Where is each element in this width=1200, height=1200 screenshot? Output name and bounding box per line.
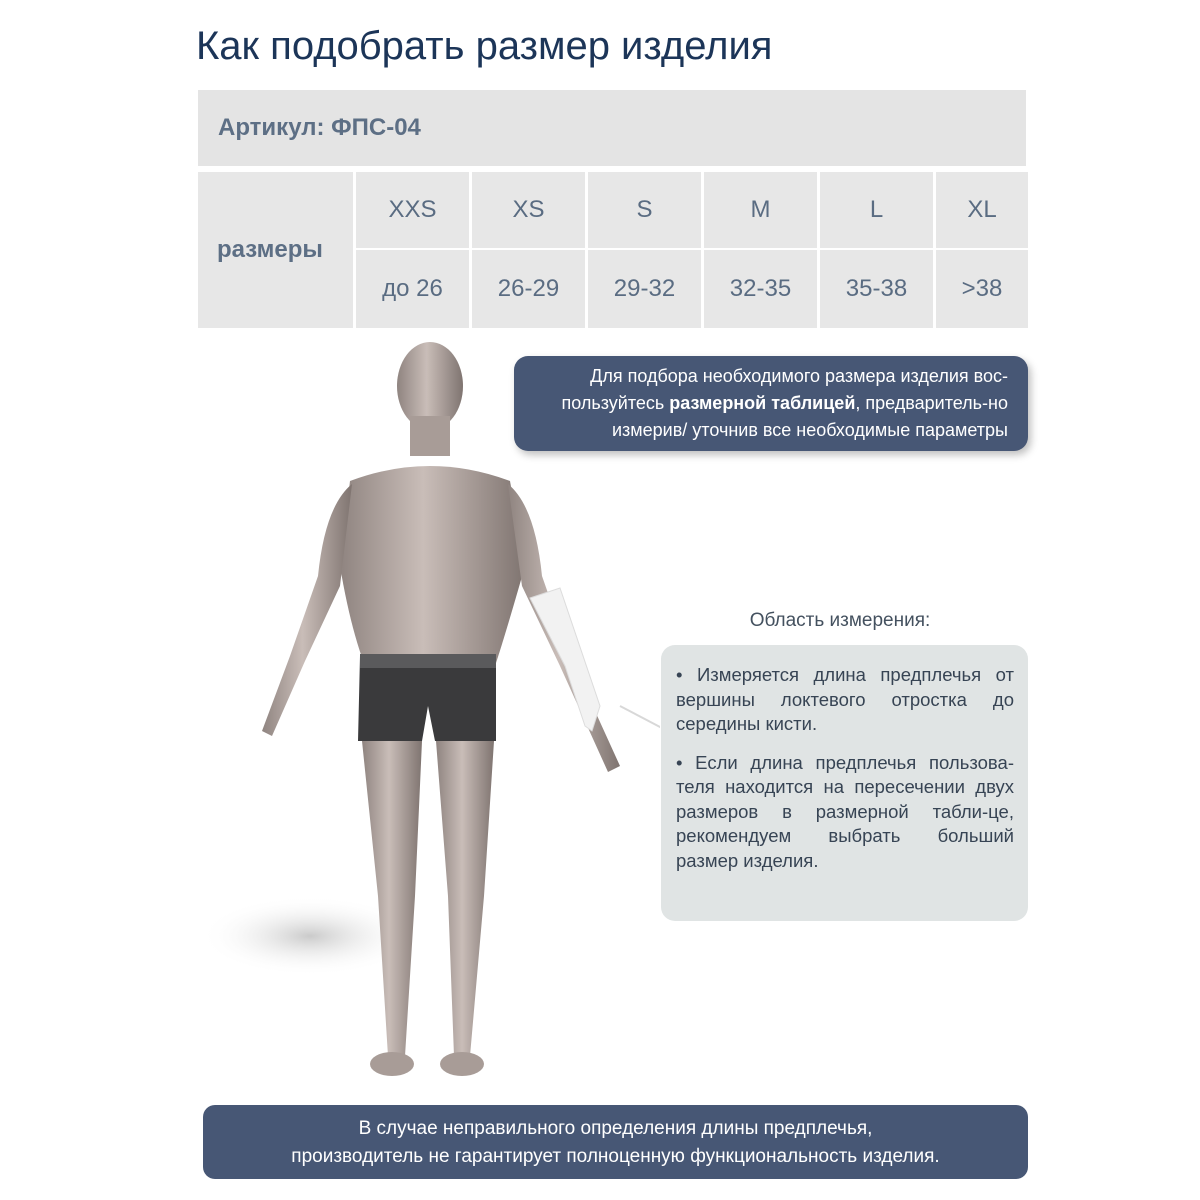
measurement-area-heading: Область измерения: — [749, 610, 931, 631]
range-cell: 35-38 — [820, 250, 933, 328]
size-cell: M — [704, 172, 817, 248]
range-cell: 26-29 — [472, 250, 585, 328]
range-cell: 29-32 — [588, 250, 701, 328]
torso — [340, 466, 525, 666]
left-leg — [362, 741, 422, 1056]
callout-bold-text: размерной таблицей — [669, 393, 856, 413]
range-cell: >38 — [936, 250, 1028, 328]
article-bar — [198, 90, 1026, 166]
callout-text-1: Для подбора необходимого размера изделия вос-пользуйтесь — [561, 366, 1008, 413]
callout-text-2: , предваритель-но измерив/ уточнив все необходимые параметры — [611, 393, 1008, 440]
human-figure-illustration — [200, 336, 660, 1106]
measurement-bullet: • Измеряется длина предплечья от вершины локтевого отростка до середины кисти. — [676, 664, 1014, 734]
size-cell: L — [820, 172, 933, 248]
shorts — [358, 656, 496, 741]
size-cell: XL — [936, 172, 1028, 248]
footer-warning — [203, 1105, 1028, 1179]
forearm-sleeve — [530, 588, 600, 731]
range-cell: до 26 — [356, 250, 469, 328]
pointer-line — [620, 706, 660, 728]
measurement-bullet: • Если длина предплечья пользова-теля находится на пересечении двух размеров в размерной табли-це, рекомендуем выбрать больший размер изделия. — [676, 751, 1014, 871]
size-cell: XXS — [356, 172, 469, 248]
size-cell: XS — [472, 172, 585, 248]
range-cell: 32-35 — [704, 250, 817, 328]
measurement-info-box — [661, 645, 1028, 921]
left-arm — [262, 484, 352, 736]
footer-line-2: производитель не гарантирует полноценную функциональность изделия. — [291, 1146, 940, 1167]
page-title: Как подобрать размер изделия — [196, 24, 773, 68]
right-foot — [440, 1052, 484, 1076]
size-cell: S — [588, 172, 701, 248]
size-row-label: размеры — [198, 172, 353, 328]
right-leg — [436, 741, 494, 1056]
size-table — [195, 170, 1031, 330]
waistband — [360, 654, 496, 668]
left-foot — [370, 1052, 414, 1076]
article-label: Артикул: ФПС-04 — [218, 114, 421, 141]
body-model-image — [200, 336, 660, 1106]
footer-line-1: В случае неправильного определения длины предплечья, — [358, 1118, 873, 1139]
size-row — [198, 172, 1028, 248]
size-table-callout — [514, 356, 1028, 451]
